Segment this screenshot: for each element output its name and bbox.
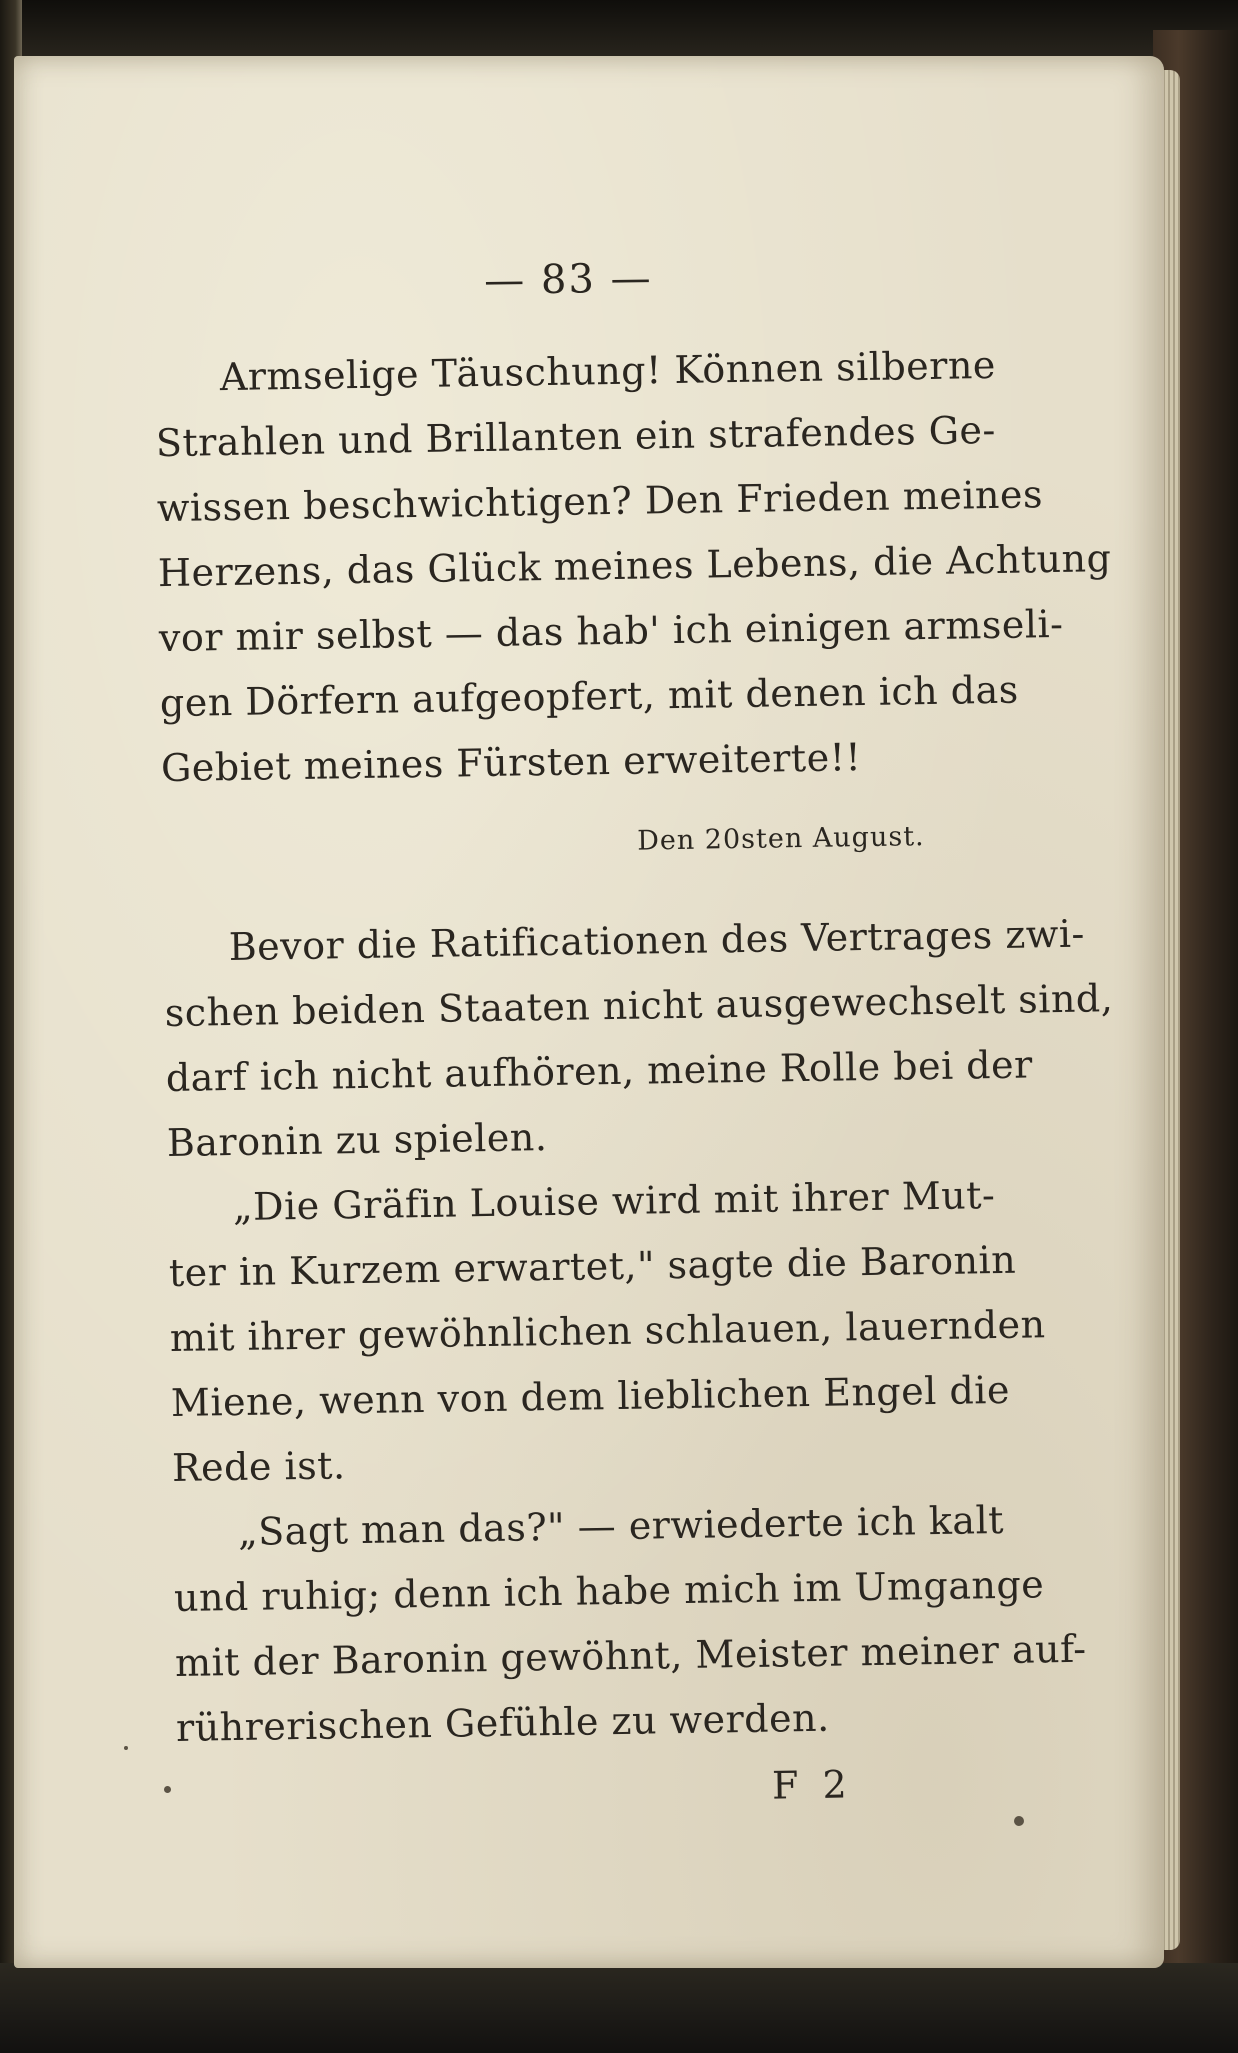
catchword: F 2: [771, 1762, 854, 1808]
text-line: gen Dörfern aufgeopfert, mit denen ich das: [159, 667, 1020, 726]
dateline: Den 20sten August.: [636, 821, 925, 857]
text-line: „Sagt man das?" — erwiederte ich kalt: [237, 1497, 1005, 1554]
text-line: „Die Gräfin Louise wird mit ihrer Mut-: [232, 1173, 996, 1230]
text-line: rührerischen Gefühle zu werden.: [175, 1695, 830, 1750]
text-line: mit ihrer gewöhnlichen schlauen, lauernden: [169, 1302, 1046, 1361]
text-line: Baronin zu spielen.: [166, 1115, 548, 1166]
text-line: Gebiet meines Fürsten erweiterte!!: [160, 735, 862, 791]
page-text: [0, 47, 1180, 1977]
text-line: mit der Baronin gewöhnt, Meister meiner auf-: [174, 1626, 1087, 1685]
text-line: und ruhig; denn ich habe mich im Umgange: [173, 1562, 1045, 1620]
text-line: ter in Kurzem erwartet," sagte die Baronin: [168, 1237, 1017, 1296]
text-line: Armselige Täuschung! Können silberne: [219, 342, 997, 400]
book-page: [14, 56, 1164, 1968]
text-line: Miene, wenn von dem lieblichen Engel die: [170, 1367, 1011, 1426]
text-line: Bevor die Ratificationen des Vertrages zwi-: [228, 911, 1086, 970]
text-line: schen beiden Staaten nicht ausgewechselt sind,: [164, 976, 1114, 1036]
text-line: darf ich nicht aufhören, meine Rolle bei der: [165, 1042, 1034, 1101]
text-line: Herzens, das Glück meines Lebens, die Achtung: [157, 536, 1112, 596]
text-line: Strahlen und Brillanten ein strafendes Ge-: [155, 407, 997, 466]
text-line: wissen beschwichtigen? Den Frieden meines: [156, 472, 1044, 531]
book-cover-bottom: [0, 1963, 1238, 2053]
text-line: vor mir selbst — das hab' ich einigen armseli-: [158, 601, 1064, 661]
text-line: Rede ist.: [171, 1443, 346, 1491]
page-number: — 83 —: [483, 255, 653, 304]
